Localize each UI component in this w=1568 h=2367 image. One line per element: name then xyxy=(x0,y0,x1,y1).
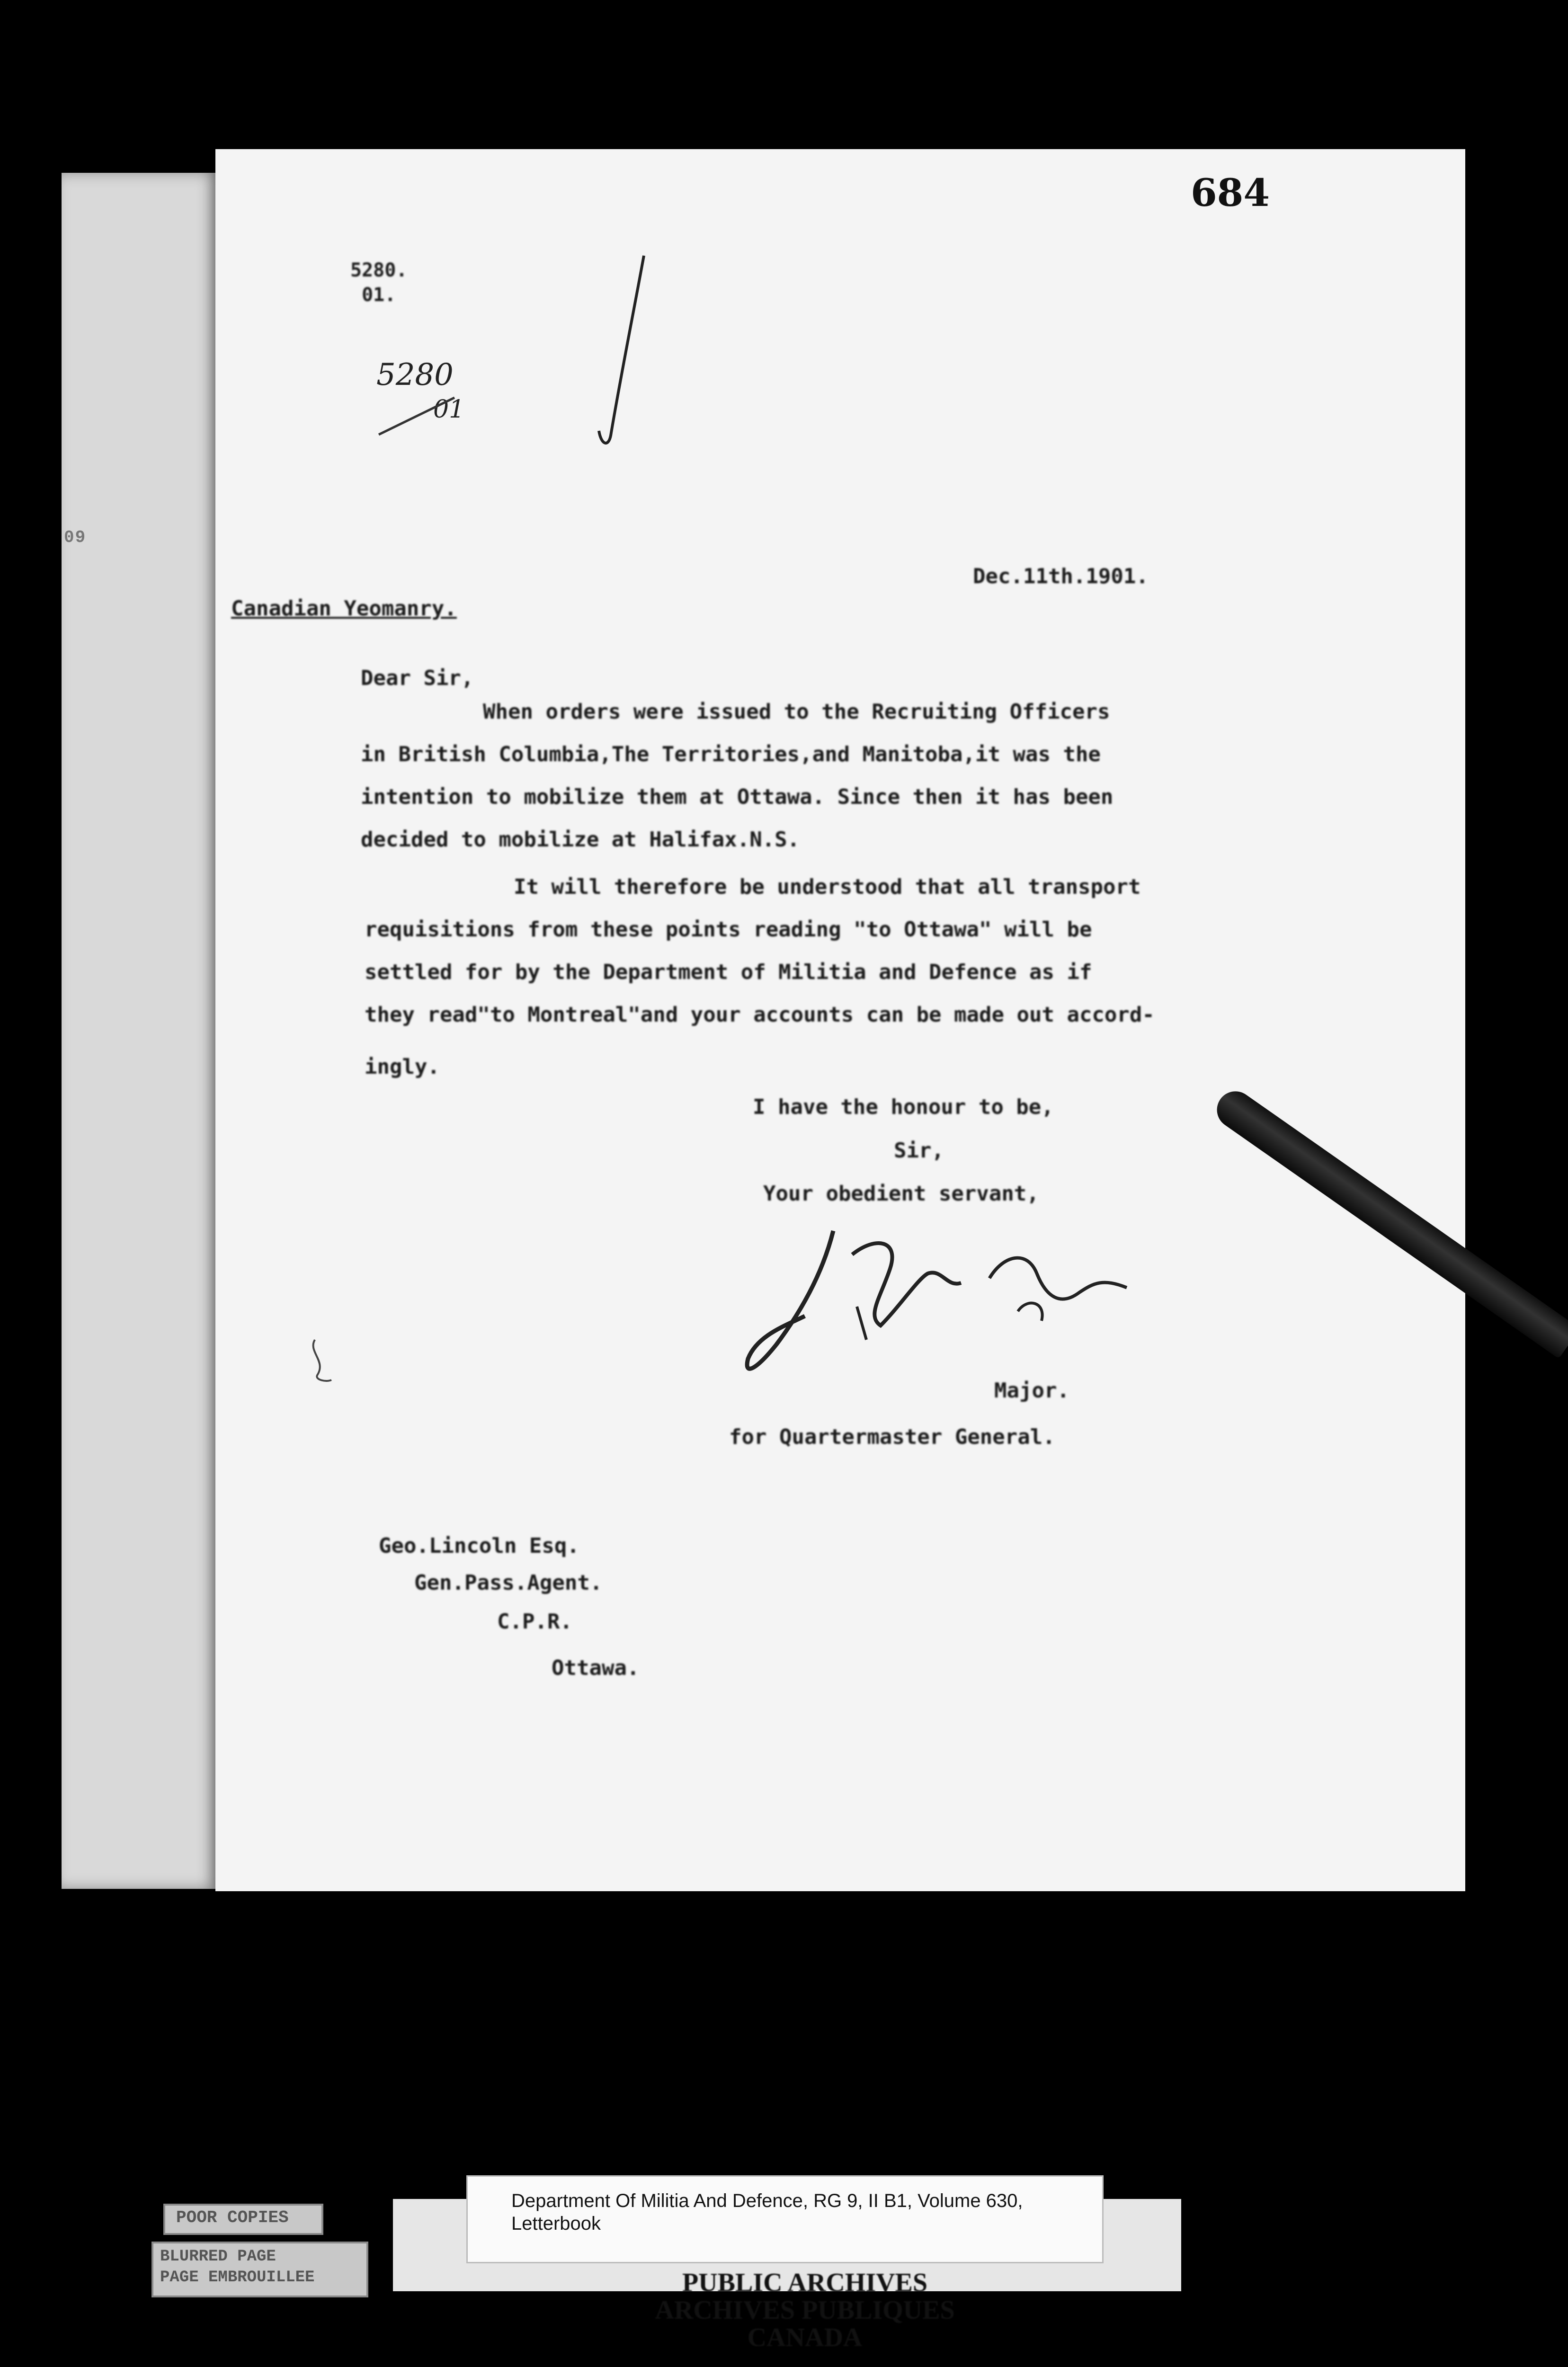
salutation: Dear Sir, xyxy=(361,666,474,690)
letter-subject: Canadian Yeomanry. xyxy=(231,596,457,621)
signatory-office: for Quartermaster General. xyxy=(729,1425,1055,1449)
letter-date: Dec.11th.1901. xyxy=(973,564,1149,588)
margin-mark: 09 xyxy=(64,528,87,547)
body-line: they read"to Montreal"and your accounts can be made out accord- xyxy=(365,1003,1155,1027)
closing-line: I have the honour to be, xyxy=(753,1095,1054,1119)
handwritten-file-number: 5280 xyxy=(376,357,454,392)
addressee-line: Geo.Lincoln Esq. xyxy=(379,1534,579,1558)
body-line: decided to mobilize at Halifax.N.S. xyxy=(361,828,800,852)
poor-copies-label: POOR COPIES xyxy=(176,2208,289,2227)
closing-line: Sir, xyxy=(894,1139,944,1163)
closing-line: Your obedient servant, xyxy=(763,1182,1039,1206)
handwritten-file-suffix: 01 xyxy=(433,395,465,424)
body-line: settled for by the Department of Militia and Defence as if xyxy=(365,960,1092,984)
body-line: It will therefore be understood that all transport xyxy=(514,875,1141,899)
blurred-page-line-2: PAGE EMBROUILLEE xyxy=(160,2269,315,2287)
body-line: requisitions from these points reading "to Ottawa" will be xyxy=(365,917,1092,942)
archive-source: Department Of Militia And Defence, RG 9, II B1, Volume 630, Letterbook xyxy=(511,2190,1023,2234)
page-number: 684 xyxy=(1191,170,1270,215)
blurred-page-line-1: BLURRED PAGE xyxy=(160,2248,276,2266)
archive-name-fr: ARCHIVES PUBLIQUES xyxy=(655,2296,955,2325)
reference-line-1: 5280. xyxy=(350,259,408,281)
signatory-title: Major. xyxy=(994,1379,1069,1403)
blurred-page-label xyxy=(160,2246,314,2288)
addressee-line: Gen.Pass.Agent. xyxy=(414,1571,603,1595)
archive-country: CANADA xyxy=(747,2323,863,2346)
body-line: When orders were issued to the Recruiting Officers xyxy=(483,700,1110,724)
archive-name-en: PUBLIC ARCHIVES xyxy=(682,2268,928,2297)
body-line: ingly. xyxy=(365,1055,440,1079)
addressee-line: Ottawa. xyxy=(552,1656,640,1680)
body-line: intention to mobilize them at Ottawa. Since then it has been xyxy=(361,785,1114,809)
reference-line-2: 01. xyxy=(362,284,396,306)
addressee-line: C.P.R. xyxy=(497,1610,572,1634)
body-line: in British Columbia,The Territories,and Manitoba,it was the xyxy=(361,742,1101,766)
